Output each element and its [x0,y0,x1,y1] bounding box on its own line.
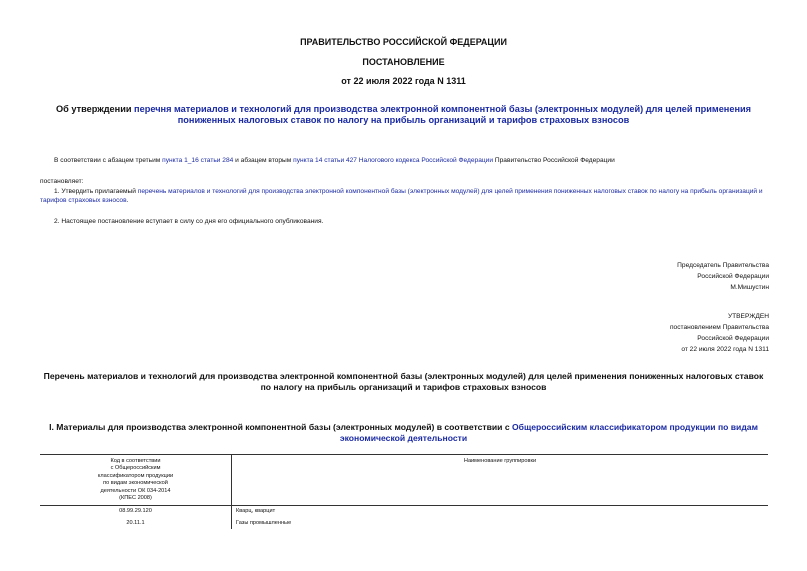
government-heading: ПРАВИТЕЛЬСТВО РОССИЙСКОЙ ФЕДЕРАЦИИ [300,37,507,47]
approval-status: УТВЕРЖДЕН [727,313,769,320]
row-code: 08.99.29.120 [40,506,232,518]
table-row [40,518,768,529]
signature-organization: Российской Федерации [697,273,769,280]
signature-position: Председатель Правительства [677,262,769,269]
clause-1-text-a: 1. Утвердить прилагаемый [54,188,138,195]
preamble-text-c: Правительство Российской Федерации [493,157,615,164]
preamble-paragraph [40,156,768,165]
row-name: Кварц, кварцит [236,508,276,515]
signature-block [569,260,769,293]
name-column-header: Наименование группировки [463,458,537,464]
document-type: ПОСТАНОВЛЕНИЕ [362,57,445,67]
code-header-line: Код в соответствии [110,458,161,464]
approval-organization: Российской Федерации [697,335,769,342]
preamble-text-b: и абзацем вторым [233,157,294,164]
code-header-line: классификатором продукции [97,472,174,479]
list-title: Перечень материалов и технологий для производства электронной компонентной базы (электронных модулей) для целей применения пониженных налоговых ставок по налогу на прибыль организаций и тарифов страховых взносов [43,371,764,392]
code-column-header [40,455,232,506]
article-427-link[interactable]: пункта 14 статьи 427 Налогового кодекса Российской Федерации [293,157,494,164]
clause-1-text-b: . [126,197,129,204]
code-header-line: деятельности ОК 034-2014 [100,487,171,494]
code-header-line: с Общероссийским [110,465,161,472]
approval-block [569,311,769,355]
approval-date: от 22 июля 2022 года N 1311 [681,346,769,353]
section-1-prefix: I. Материалы для производства электронной компонентной базы (электронных модулей) в соответствии с [49,422,512,432]
document-date-number: от 22 июля 2022 года N 1311 [341,76,466,86]
resolves-paragraph: постановляет: [40,178,84,185]
document-title [36,104,771,126]
code-header-line: по видам экономической [103,480,168,487]
row-name: Газы промышленные [236,519,292,526]
table-row [40,506,768,518]
article-284-link[interactable]: пункта 1_16 статьи 284 [162,157,234,164]
section-1-heading [40,422,767,444]
title-link[interactable]: перечня материалов и технологий для производства электронной компонентной базы (электронных модулей) для целей применения пониженных налоговых ставок по налогу на прибыль организаций и тарифов страховых взносов [134,104,752,125]
materials-table [40,454,768,529]
okpd-link[interactable]: Общероссийским классификатором продукции по видам экономической деятельности [339,422,758,443]
signature-name: М.Мишустин [730,284,769,291]
row-code: 20.11.1 [40,518,232,529]
approved-list-link[interactable]: перечень материалов и технологий для производства электронной компонентной базы (электронных модулей) для целей применения пониженных налоговых ставок по налогу на прибыль организаций и тарифов страховых взносов [40,188,763,204]
approval-by: постановлением Правительства [669,324,769,331]
title-prefix: Об утверждении [55,104,135,114]
clause-2-paragraph: 2. Настоящее постановление вступает в силу со дня его официального опубликования. [54,218,324,225]
preamble-text-a: В соответствии с абзацем третьим [54,157,163,164]
code-header-line: (КПЕС 2008) [119,495,152,502]
clause-1-paragraph [40,187,768,205]
table-header-row [40,455,768,506]
